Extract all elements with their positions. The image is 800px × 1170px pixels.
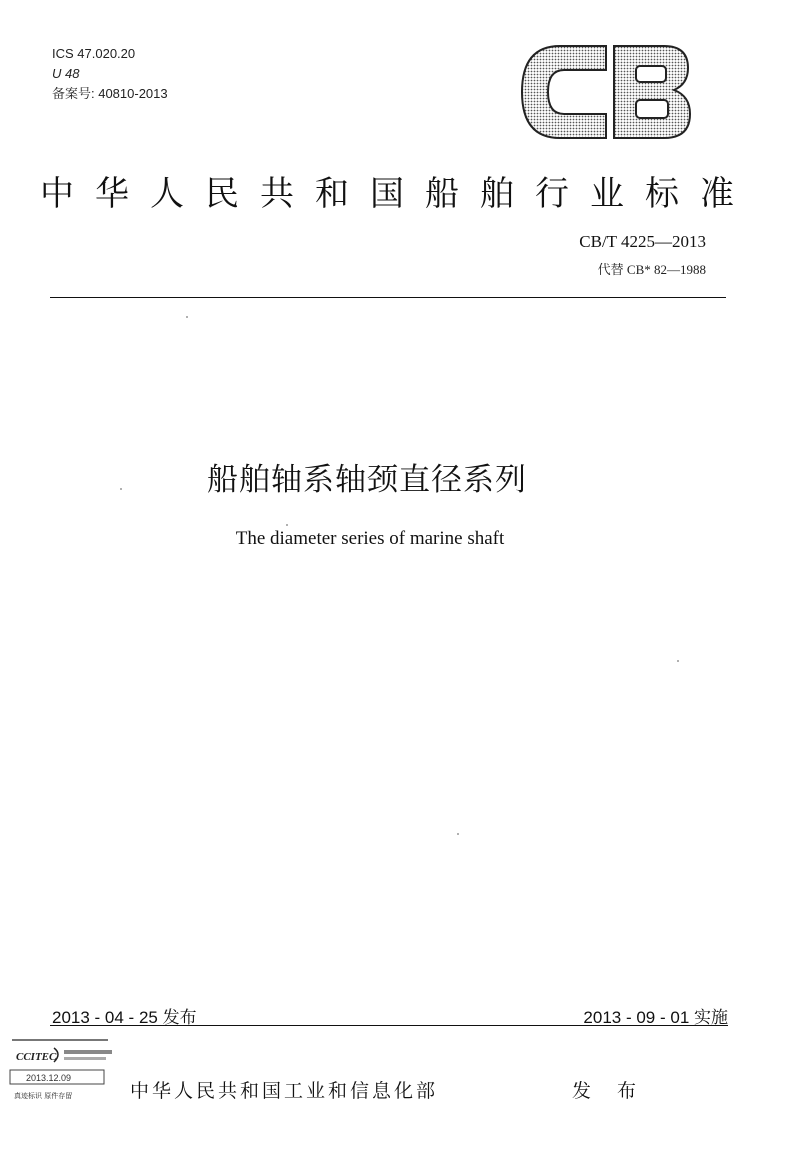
standard-code: CB/T 4225—2013	[579, 232, 706, 251]
scan-speck	[457, 833, 459, 835]
document-title-en: The diameter series of marine shaft	[235, 528, 505, 549]
bottom-divider	[50, 1025, 728, 1026]
top-divider	[50, 297, 726, 298]
replaces-standard: 代替 CB* 82—1988	[597, 262, 706, 277]
scan-speck	[677, 660, 679, 662]
stamp-line1: CCITEC	[16, 1051, 57, 1063]
publisher-name: 中华人民共和国工业和信息化部	[130, 1080, 439, 1102]
cb-logo-icon	[518, 40, 694, 144]
distributor-stamp-icon	[8, 1034, 120, 1104]
scan-speck	[186, 316, 188, 318]
stamp-line3: 真迹标识 原件存留	[14, 1092, 73, 1100]
issue-date: 2013 - 04 - 25 发布	[52, 1008, 197, 1027]
classification-code: U 48	[52, 66, 80, 81]
stamp-line2: 2013.12.09	[26, 1073, 72, 1083]
standard-title: 中华人民共和国船舶行业标准	[40, 174, 755, 214]
effective-date: 2013 - 09 - 01 实施	[583, 1008, 728, 1027]
scan-speck	[286, 524, 288, 526]
classification-block	[52, 44, 168, 104]
publish-label: 发 布	[572, 1080, 647, 1102]
scan-speck	[120, 488, 122, 490]
ics-code: ICS 47.020.20	[52, 46, 136, 61]
document-title-cn: 船舶轴系轴颈直径系列	[207, 462, 527, 498]
record-number: 备案号: 40810-2013	[52, 86, 168, 101]
